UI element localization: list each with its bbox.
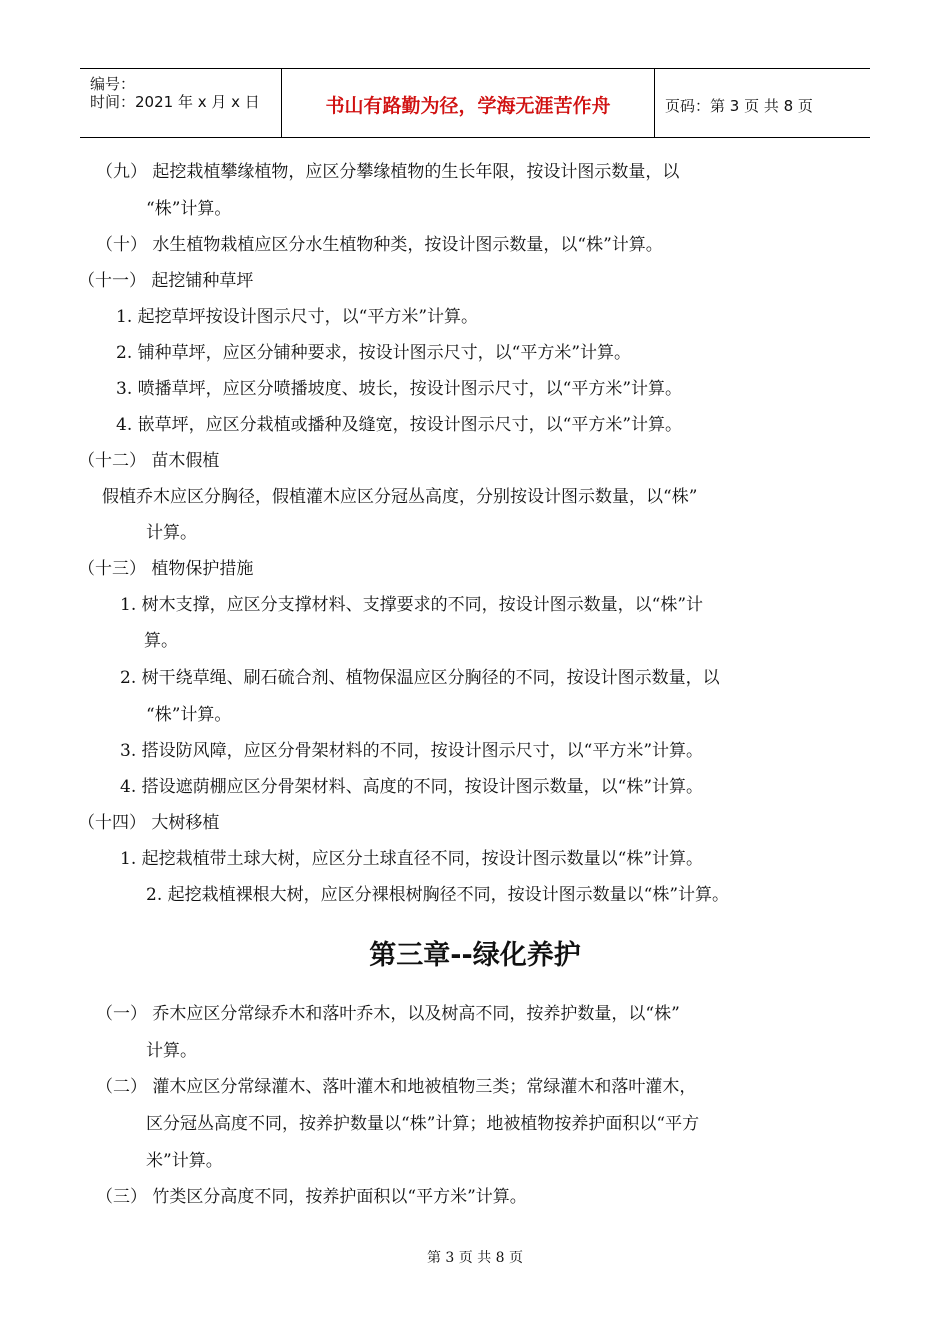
section-heading: （十一） 起挖铺种草坪 bbox=[78, 271, 254, 291]
date-label: 时间：2021 年 x 月 x 日 bbox=[90, 93, 260, 111]
header-left-cell bbox=[80, 69, 280, 137]
list-item: 2. 树干绕草绳、刷石硫合剂、植物保温应区分胸径的不同，按设计图示数量，以 bbox=[120, 668, 720, 688]
paragraph-line: （十） 水生植物栽植应区分水生植物种类，按设计图示数量，以“株”计算。 bbox=[96, 235, 663, 255]
list-item: 1. 起挖草坪按设计图示尺寸，以“平方米”计算。 bbox=[116, 307, 479, 327]
chapter-title: 第三章--绿化养护 bbox=[369, 940, 581, 971]
paragraph-line: （九） 起挖栽植攀缘植物，应区分攀缘植物的生长年限，按设计图示数量，以 bbox=[96, 162, 680, 182]
header-right-cell bbox=[655, 69, 870, 137]
paragraph-line: （三） 竹类区分高度不同，按养护面积以“平方米”计算。 bbox=[96, 1187, 527, 1207]
list-item: 3. 搭设防风障，应区分骨架材料的不同，按设计图示尺寸，以“平方米”计算。 bbox=[120, 741, 704, 761]
paragraph-line: （二） 灌木应区分常绿灌木、落叶灌木和地被植物三类；常绿灌木和落叶灌木， bbox=[96, 1077, 697, 1097]
paragraph-line: “株”计算。 bbox=[146, 199, 232, 219]
paragraph-line: 计算。 bbox=[146, 1041, 197, 1061]
paragraph-line: 算。 bbox=[144, 631, 178, 651]
motto-text: 书山有路勤为径，学海无涯苦作舟 bbox=[325, 95, 611, 117]
list-item: 2. 铺种草坪，应区分铺种要求，按设计图示尺寸，以“平方米”计算。 bbox=[116, 343, 632, 363]
paragraph-line: 假植乔木应区分胸径，假植灌木应区分冠丛高度，分别按设计图示数量，以“株” bbox=[102, 487, 698, 507]
document-header bbox=[80, 68, 870, 138]
paragraph-line: （一） 乔木应区分常绿乔木和落叶乔木，以及树高不同，按养护数量，以“株” bbox=[96, 1004, 680, 1024]
serial-label: 编号： bbox=[90, 75, 136, 93]
list-item: 1. 起挖栽植带土球大树，应区分土球直径不同，按设计图示数量以“株”计算。 bbox=[120, 849, 704, 869]
paragraph-line: 计算。 bbox=[146, 523, 197, 543]
paragraph-line: 区分冠丛高度不同，按养护数量以“株”计算；地被植物按养护面积以“平方 bbox=[146, 1114, 700, 1134]
list-item: 2. 起挖栽植裸根大树，应区分裸根树胸径不同，按设计图示数量以“株”计算。 bbox=[146, 885, 730, 905]
list-item: 3. 喷播草坪，应区分喷播坡度、坡长，按设计图示尺寸，以“平方米”计算。 bbox=[116, 379, 683, 399]
list-item: 4. 搭设遮荫棚应区分骨架材料、高度的不同，按设计图示数量，以“株”计算。 bbox=[120, 777, 704, 797]
list-item: 4. 嵌草坪，应区分栽植或播种及缝宽，按设计图示尺寸，以“平方米”计算。 bbox=[116, 415, 683, 435]
section-heading: （十四） 大树移植 bbox=[78, 813, 220, 833]
page-footer: 第 3 页 共 8 页 bbox=[426, 1250, 524, 1266]
header-motto-cell bbox=[281, 69, 655, 137]
section-heading: （十三） 植物保护措施 bbox=[78, 559, 254, 579]
page-number-label: 页码：第 3 页 共 8 页 bbox=[665, 97, 813, 115]
paragraph-line: 米”计算。 bbox=[146, 1151, 223, 1171]
paragraph-line: “株”计算。 bbox=[146, 705, 232, 725]
list-item: 1. 树木支撑，应区分支撑材料、支撑要求的不同，按设计图示数量，以“株”计 bbox=[120, 595, 704, 615]
section-heading: （十二） 苗木假植 bbox=[78, 451, 220, 471]
